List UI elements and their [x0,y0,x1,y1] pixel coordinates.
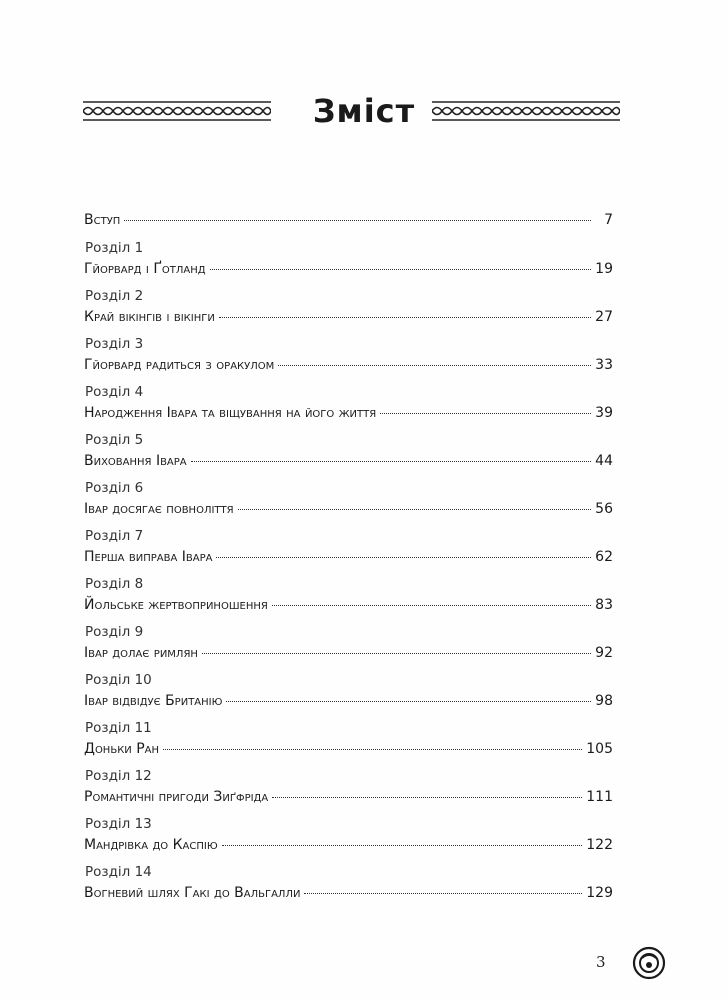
toc-page-number: 27 [595,309,613,325]
chapter-label: Розділ 6 [85,480,144,496]
toc-line [83,882,613,904]
toc-line [83,258,613,280]
toc-entry-title: Гйорвард радиться з оракулом [84,357,275,373]
toc-page-number: 129 [586,885,613,901]
toc-page-number: 83 [595,597,613,613]
chapter-label: Розділ 13 [85,816,152,832]
chapter-label: Розділ 3 [85,336,144,352]
toc-page-number: 98 [595,693,613,709]
toc-line [83,402,613,424]
toc-line [83,498,613,520]
chapter-label: Розділ 5 [85,432,144,448]
toc-entry-title: Івар відвідує Британію [84,693,223,709]
dot-leader [226,687,591,702]
toc-entry-title: Йольське жертвоприношення [84,597,268,613]
dot-leader [222,831,583,846]
knotwork-ornament-icon [432,100,620,122]
toc-entry-chapter-13[interactable] [83,815,613,863]
publisher-logo-icon [632,946,666,980]
toc-page-number: 33 [595,357,613,373]
toc-entry-intro[interactable] [83,209,613,239]
chapter-label: Розділ 11 [85,720,152,736]
page-title: Зміст [312,92,416,130]
toc-page-number: 111 [586,789,613,805]
dot-leader [163,735,582,750]
toc-page-number: 105 [586,741,613,757]
toc-entry-title: Романтичні пригоди Зиґфріда [84,789,269,805]
dot-leader [278,351,591,366]
chapter-label: Розділ 8 [85,576,144,592]
toc-entry-chapter-9[interactable] [83,623,613,671]
toc-entry-chapter-4[interactable] [83,383,613,431]
toc-entry-chapter-14[interactable] [83,863,613,911]
toc-entry-title: Івар досягає повноліття [84,501,234,517]
chapter-label: Розділ 7 [85,528,144,544]
toc-line [83,306,613,328]
chapter-label: Розділ 2 [85,288,144,304]
dot-leader [202,639,591,654]
toc-line [83,690,613,712]
toc-page-number: 44 [595,453,613,469]
toc-entry-chapter-1[interactable] [83,239,613,287]
dot-leader [216,543,591,558]
toc-page-number: 122 [586,837,613,853]
dot-leader [272,591,591,606]
toc-entry-title: Народження Івара та віщування на його життя [84,405,377,421]
toc-entry-title: Виховання Івара [84,453,187,469]
toc-entry-title: Мандрівка до Каспію [84,837,218,853]
toc-entry-chapter-8[interactable] [83,575,613,623]
toc-line [83,834,613,856]
dot-leader [272,783,582,798]
dot-leader [304,879,582,894]
toc-line [83,450,613,472]
toc-page-number: 19 [595,261,613,277]
toc-entry-title: Вогневий шлях Гакі до Вальгалли [84,885,301,901]
title-row [0,86,728,136]
table-of-contents [83,209,613,911]
dot-leader [191,447,591,462]
toc-entry-chapter-5[interactable] [83,431,613,479]
dot-leader [210,255,591,270]
toc-entry-chapter-7[interactable] [83,527,613,575]
toc-page-number: 39 [595,405,613,421]
toc-entry-chapter-12[interactable] [83,767,613,815]
toc-line [83,209,613,231]
toc-page-number: 62 [595,549,613,565]
toc-entry-title: Івар долає римлян [84,645,198,661]
toc-entry-chapter-10[interactable] [83,671,613,719]
chapter-label: Розділ 1 [85,240,144,256]
toc-entry-chapter-6[interactable] [83,479,613,527]
dot-leader [238,495,591,510]
toc-line [83,546,613,568]
toc-page-number: 92 [595,645,613,661]
toc-entry-title: Доньки Ран [84,741,160,757]
toc-entry-title: Вступ [84,212,121,228]
chapter-label: Розділ 4 [85,384,144,400]
toc-line [83,786,613,808]
toc-line [83,738,613,760]
toc-entry-title: Перша виправа Івара [84,549,213,565]
page-number: 3 [596,953,606,971]
toc-line [83,642,613,664]
toc-page-number: 56 [595,501,613,517]
toc-entry-chapter-2[interactable] [83,287,613,335]
toc-line [83,354,613,376]
chapter-label: Розділ 10 [85,672,152,688]
toc-entry-chapter-3[interactable] [83,335,613,383]
chapter-label: Розділ 14 [85,864,152,880]
toc-page-number: 7 [604,212,613,228]
dot-leader [380,399,591,414]
dot-leader [124,206,591,221]
toc-line [83,594,613,616]
toc-entry-title: Край вікінгів і вікінги [84,309,215,325]
toc-entry-chapter-11[interactable] [83,719,613,767]
chapter-label: Розділ 9 [85,624,144,640]
toc-entry-title: Гйорвард і Ґотланд [84,261,206,277]
chapter-label: Розділ 12 [85,768,152,784]
dot-leader [219,303,591,318]
